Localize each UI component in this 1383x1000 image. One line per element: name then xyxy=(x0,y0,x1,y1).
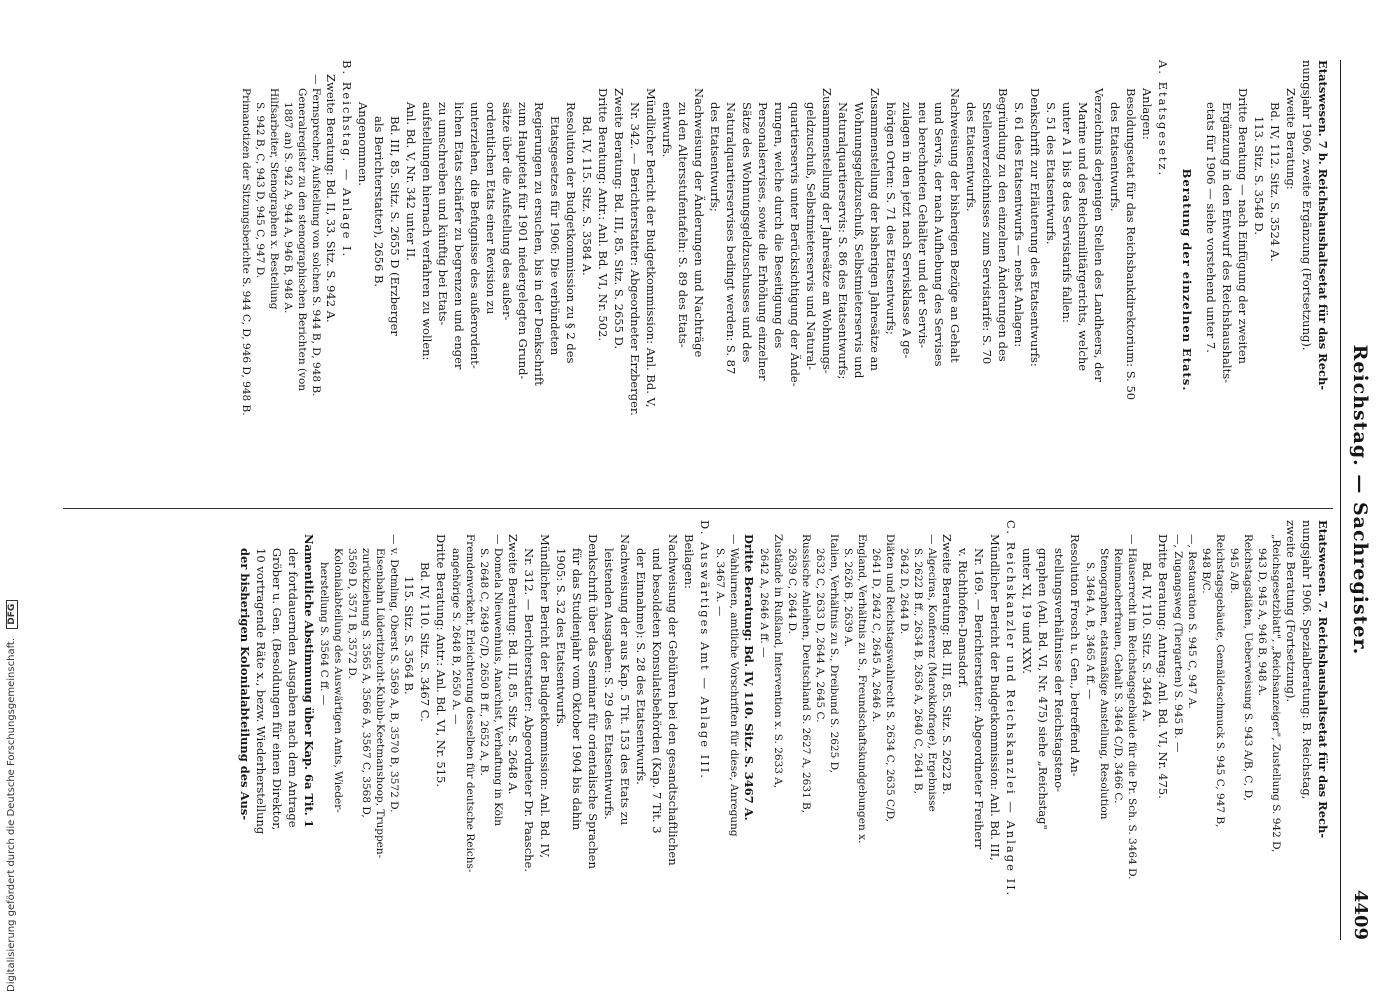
text-line: Bd. IV, 110. Sitz. S. 3467 C. xyxy=(418,562,432,722)
text-line: leistenden Ausgaben: S. 29 des Etatsentwurfs. xyxy=(602,548,616,820)
text-line: unter XI, 19 und XXV. xyxy=(1020,548,1034,674)
text-line: etats für 1906 — siehe vorstehend unter 7. xyxy=(1204,102,1218,353)
text-line: —, Zugangsweg (Tiergarten) S. 945 B. — xyxy=(1172,534,1184,753)
text-line: Resolution Frosch u. Gen., betreffend An- xyxy=(1068,534,1082,777)
text-line: Dritte Beratung: Bd. IV, 110. Sitz. S. 3467 A. xyxy=(742,534,756,821)
text-line: 943 D, 945 A, 946 B, 948 A. xyxy=(1256,548,1268,696)
text-line: 10 vortragende Räte x., bezw. Wiederherstellung xyxy=(254,548,268,835)
text-line: graphen (Anl. Bd. VI, Nr. 475) siehe „Reichstag" xyxy=(1036,548,1050,830)
text-line: des Etatsentwurfs. xyxy=(964,102,978,212)
text-line: 1887 an) S. 942 A, 944 A, 946 B, 948 A. xyxy=(282,102,294,314)
text-line: angehörige S. 2648 B, 2650 A. — xyxy=(450,548,462,725)
text-line: zweite Beratung (Fortsetzung). xyxy=(1284,520,1298,703)
text-line: entwurfs. xyxy=(660,102,674,158)
text-line: zum Hauptetat für 1901 niedergelegten Grund- xyxy=(516,102,530,380)
text-line: Reichstagsdiäten, Ueberweisung S. 943 A/B, C, D, xyxy=(1242,534,1254,801)
text-line: Resolution der Budgetkommission zu § 2 des xyxy=(564,102,578,364)
footer xyxy=(6,600,18,992)
text-line: 2639 C, 2644 D. xyxy=(786,548,798,634)
text-line: neu berechneten Gehälter und der Servis- xyxy=(916,102,930,349)
text-line: Naturalquartierservises bedingt werden: S. 87 xyxy=(724,102,738,375)
text-line: quartierservis unter Berücksichtigung der Ände- xyxy=(788,102,802,387)
text-line: Zweite Beratung: xyxy=(1284,88,1298,190)
footer-text: Digitalisierung gefördert durch die Deutsche Forschungsgemeinschaft. xyxy=(6,637,17,992)
text-line: S. 51 des Etatsentwurfs. xyxy=(1044,102,1058,245)
text-line: Nachweisung der Gebühren bei den gesandtschaftlichen xyxy=(666,534,680,866)
text-line: Dritte Beratung: Antrag: Anl. Bd. VI, Nr. 475. xyxy=(1156,534,1170,799)
text-line: Etatswesen. 7. Reichshaushaltsetat für das Rech- xyxy=(1316,520,1330,839)
text-line: S. 61 des Etatsentwurfs — nebst Anlagen: xyxy=(1012,102,1026,348)
text-line: Generalregister zu den stenographischen Berichten (von xyxy=(296,88,308,392)
text-line: aufstellungen hiernach verfahren zu wollen: xyxy=(420,102,434,361)
text-line: 3569 D, 3571 B, 3572 D. xyxy=(346,548,358,679)
text-line: Zusammenstellung der Jahresätze an Wohnungs- xyxy=(820,88,834,374)
text-line: nungsjahr 1906, zweite Ergänzung (Fortsetzung). xyxy=(1300,60,1314,351)
text-line: Stellenverzeichnisses zum Servistarife: S. 70 xyxy=(980,102,994,365)
text-line: — Fernsprecher, Aufstellung von solchen S. 944 B, D, 948 B. xyxy=(310,74,322,397)
text-line: zu den Altersstufentafeln: S. 89 des Etats- xyxy=(676,102,690,348)
text-line: Anl. Bd. V, Nr. 342 unter II. xyxy=(404,102,418,261)
text-line: des Etatsentwurfs; xyxy=(708,102,722,212)
text-line: Ergänzung in den Entwurf des Reichshaushalts- xyxy=(1220,102,1234,383)
text-line: der bisherigen Kolonialabteilung des Aus- xyxy=(238,548,252,821)
text-line: Zweite Beratung: Bd. II, 33. Sitz. S. 942 A. xyxy=(324,74,338,323)
text-line: D. Auswärtiges Amt — Anlage III. xyxy=(698,520,712,780)
text-line: Zweite Beratung: Bd. III, 85. Sitz. S. 2622 B. xyxy=(940,534,954,795)
text-line: Naturalquartierservis: S. 86 des Etatsentwurfs; xyxy=(836,102,850,380)
text-line: Denkschrift über das Seminar für orientalische Sprachen xyxy=(586,534,600,869)
text-line: Italien, Verhältnis zu S., Dreibund S. 2625 D, xyxy=(828,534,840,774)
text-line: für das Studienjahr vom Oktober 1904 bis dahin xyxy=(570,548,584,831)
text-line: nungsjahr 1906. Spezialberatung: B. Reichstag, xyxy=(1300,520,1314,800)
text-line: Eisenbahn Lüderitzbucht-Kubub-Keetmanshoop, Truppen- xyxy=(374,548,386,859)
text-line: Namentliche Abstimmung über Kap. 6a Tit. 1 xyxy=(302,534,316,828)
text-line: S. 2626 B, 2639 A. xyxy=(842,548,854,647)
text-line: Reinmacherfrauen, Gehalt S. 3464 C/D, 3466 C. xyxy=(1112,548,1124,804)
text-line: Fremdenverkehr, Erleichterung desselben für deutsche Reichs- xyxy=(464,534,476,873)
text-line: Mündlicher Bericht der Budgetkommission: Anl. Bd. V, xyxy=(644,88,658,408)
text-line: der Einnahme): S. 28 des Etatsentwurfs. xyxy=(634,548,648,785)
page-number: 4409 xyxy=(1350,889,1371,940)
text-line: und Servis, der nach Aufhebung des Servises xyxy=(932,102,946,367)
text-line: Denkschrift zur Erläuterung des Etatsentwurfs: xyxy=(1028,88,1042,367)
text-line: Etatswesen. 7 b. Reichshaushaltsetat für das Rech- xyxy=(1316,60,1330,391)
text-line: England, Verhältnis zu S., Freundschaftskundgebungen x. xyxy=(856,534,868,844)
text-line: ordentlichen Etats einer Revision zu xyxy=(484,102,498,315)
text-line: Stenographen, etatsmäßige Anstellung, Resolution xyxy=(1098,548,1110,820)
text-line: Etatsgesetzes für 1906: Die verbündeten xyxy=(548,116,562,356)
text-line: Zweite Beratung: Bd. III, 85. Sitz. S. 2648 A. xyxy=(506,534,520,795)
text-line: B. Reichstag. — Anlage I. xyxy=(340,60,354,259)
text-line: Gröber u. Gen. (Besoldungen für einen Direktor, xyxy=(270,548,284,831)
text-line: Regierungen zu ersuchen, bis in der Denkschrift xyxy=(532,102,546,386)
text-line: Primanotizen der Sitzungsberichte S. 944 C, D, 946 D, 948 B. xyxy=(240,88,252,416)
text-line: 2642 D, 2644 D. xyxy=(898,548,910,635)
text-line: 945 A/B. xyxy=(1228,548,1240,594)
text-line: und besoldeten Konsulatsbehörden (Kap. 7 Tit. 3 xyxy=(650,548,664,834)
text-line: zurückziehung S. 3565 A, 3566 A, 3567 C, 3568 D, xyxy=(360,548,372,818)
text-line: Sätze des Wohnungsgeldzuschusses und des xyxy=(740,102,754,363)
text-line: Beratung der einzelnen Etats. xyxy=(1180,168,1194,392)
text-line: S. 2622 B ff., 2634 B, 2636 A, 2640 C, 2641 B, xyxy=(912,548,924,794)
text-line: Beilagen: xyxy=(682,534,696,589)
text-line: Zweite Beratung: Bd. III, 85. Sitz. S. 2655 D. xyxy=(612,88,626,350)
text-line: hörigen Orten: S. 71 des Etatsentwurfs; xyxy=(884,102,898,335)
column-divider xyxy=(63,508,1333,509)
text-line: 948 B/C. xyxy=(1200,548,1212,594)
text-line: 2642 A, 2646 A ff. — xyxy=(758,548,770,658)
text-line: Dritte Beratung — nach Einfügung der zweiten xyxy=(1236,88,1250,364)
dfg-logo: DFG xyxy=(6,600,18,629)
text-line: als Berichterstatter), 2656 B. xyxy=(372,116,386,288)
text-line: 2632 C, 2633 D, 2644 A, 2645 C. xyxy=(814,548,826,723)
text-line: Nr. 342. — Berichterstatter: Abgeordneter Erzberger. xyxy=(628,102,642,416)
text-line: Mündlicher Bericht der Budgetkommission: Anl. Bd. IV, xyxy=(538,534,552,859)
text-line: lichen Etats schärfer zu begrenzen und enger xyxy=(452,102,466,370)
text-line: Russische Anleihen, Deutschland S. 2627 A, 2631 B, xyxy=(800,534,812,814)
text-line: Nachweisung der Änderungen und Nachträge xyxy=(692,88,706,358)
text-line: S. 2648 C, 2649 C/D, 2650 B ff., 2652 A, B. xyxy=(478,548,490,776)
text-line: C. Reichskanzler und Reichskanzlei — Anlage II. xyxy=(1004,520,1018,898)
text-line: Nr. 169. — Berichterstatter: Abgeordneter Freiherr xyxy=(972,548,986,850)
text-line: 2641 D, 2642 C, 2645 A, 2646 A. xyxy=(870,548,882,723)
text-line: Nachweisung der aus Kap. 5 Tit. 153 des Etats zu xyxy=(618,534,632,826)
text-line: geldzuschuß, Selbstmieterservis und Natural- xyxy=(804,102,818,371)
left-column xyxy=(239,60,1331,500)
text-line: stellungsverhältnisse der Reichstagsteno- xyxy=(1052,548,1066,793)
text-line: Kolonialabteilung des Auswärtigen Amts, Wieder- xyxy=(332,548,344,813)
text-line: — Domela Nieuwenhuis, Anarchist, Verhaftung in Köln xyxy=(492,534,504,827)
text-line: S. 942 B, C, 943 D, 945 C, 947 D. xyxy=(254,102,266,279)
text-line: Bd. III, 85. Sitz. S. 2655 D (Erzberger xyxy=(388,116,402,336)
text-line: 1905: S. 32 des Etatsentwurfs. xyxy=(554,548,568,728)
header-title: Reichstag. — Sachregister. xyxy=(1349,344,1371,656)
text-line: „Reichsgesetzblatt", „Reichsanzeiger", Zustellung S. 942 D, xyxy=(1270,534,1282,853)
text-line: Dritte Beratung: Antr.: Anl. Bd. VI, Nr. 502. xyxy=(596,88,610,341)
text-line: — Häuserrecht im Reichstagsgebäude für die Pr. Sch. S. 3464 D. xyxy=(1126,534,1138,880)
text-line: Wohnungsgeldzuschuß, Selbstmieterservis und xyxy=(852,102,866,379)
text-line: Nachweisung der bisherigen Bezüge an Gehalt xyxy=(948,88,962,363)
text-line: Mündlicher Bericht der Budgetkommission: Anl. Bd. III, xyxy=(988,534,1002,861)
text-line: sätze über die Aufstellung des außer- xyxy=(500,102,514,321)
text-line: Verzeichnis derjenigen Stellen des Landheers, der xyxy=(1092,88,1106,382)
text-line: Besoldungsetat für das Reichsbankdirektorium: S. 50 xyxy=(1124,88,1138,401)
text-line: zulagen in den jetzt nach Servisklasse A ge- xyxy=(900,102,914,359)
text-line: Anlagen: xyxy=(1140,88,1154,140)
text-line: Dritte Beratung: Antr.: Anl. Bd. VI, Nr. 515. xyxy=(434,534,448,787)
text-line: Marine und des Reichsmilitärgerichts, welche xyxy=(1076,102,1090,372)
text-line: unter A 1 bis 8 des Servistarifs fallen: xyxy=(1060,102,1074,323)
text-line: zu umschreiben und künftig bei Etats- xyxy=(436,102,450,326)
right-column xyxy=(237,520,1331,960)
text-line: herstellung S. 3564 C ff. — xyxy=(318,562,330,706)
text-line: A. Etatsgesetz. xyxy=(1156,60,1170,178)
text-line: S. 3464 A, B, 3465 A ff. — xyxy=(1084,562,1096,700)
text-line: — Wahlurnen, amtliche Vorschriften für diese, Anregung xyxy=(728,534,740,837)
text-line: Bd. IV, 112. Sitz. S. 3524 A. xyxy=(1268,102,1282,262)
text-line: Bd. IV, 115. Sitz. S. 3584 A. xyxy=(580,116,594,276)
header-rule xyxy=(1340,60,1341,940)
text-line: —, Restauration S. 945 C, 947 A. xyxy=(1186,534,1198,709)
text-line: v. Richthofen-Damsdorf. xyxy=(956,548,970,689)
text-line: 115. Sitz. S. 3564 B. xyxy=(402,576,416,695)
text-line: rungen, welche durch die Beseitigung des xyxy=(772,102,786,349)
text-line: Nr. 312. — Berichterstatter: Abgeordneter Dr. Paasche. xyxy=(522,548,536,872)
text-line: — v. Detmling, Oberst S. 3569 A, B, 3570 B, 3572 D. xyxy=(388,534,400,813)
text-line: S. 3467 A. — xyxy=(714,548,726,617)
text-line: — Algeciras, Konferenz (Marokkofrage), Ergebnisse xyxy=(926,534,938,812)
text-line: Diäten und Reichstagswahlrecht S. 2634 C, 2635 C/D, xyxy=(884,534,896,822)
text-line: Bd. IV, 110. Sitz. S. 3464 A. xyxy=(1140,562,1154,722)
text-line: des Etatsentwurfs. xyxy=(1108,102,1122,212)
text-line: der fortdauernden Ausgaben nach dem Antrage xyxy=(286,548,300,828)
running-header xyxy=(1345,60,1371,940)
text-line: Hilfsarbeiter, Stenographen x. Bestellung xyxy=(268,88,280,310)
text-line: unterziehen, die Befugnisse des außerordent- xyxy=(468,102,482,369)
text-line: 113. Sitz. S. 3548 D. xyxy=(1252,116,1266,235)
text-line: Zustände in Rußland, Intervention x. S. 2633 A, xyxy=(772,534,784,789)
text-line: Personalservises, sowie die Erhöhung einzelner xyxy=(756,102,770,381)
text-line: Zusammenstellung der bisherigen Jahresätze an xyxy=(868,88,882,371)
text-line: Begründung zu den einzelnen Änderungen des xyxy=(996,88,1010,362)
text-line: Angenommen. xyxy=(356,102,370,186)
text-line: Reichstagsgebäude, Gemäldeschmuck S. 945 C, 947 B, xyxy=(1214,534,1226,828)
